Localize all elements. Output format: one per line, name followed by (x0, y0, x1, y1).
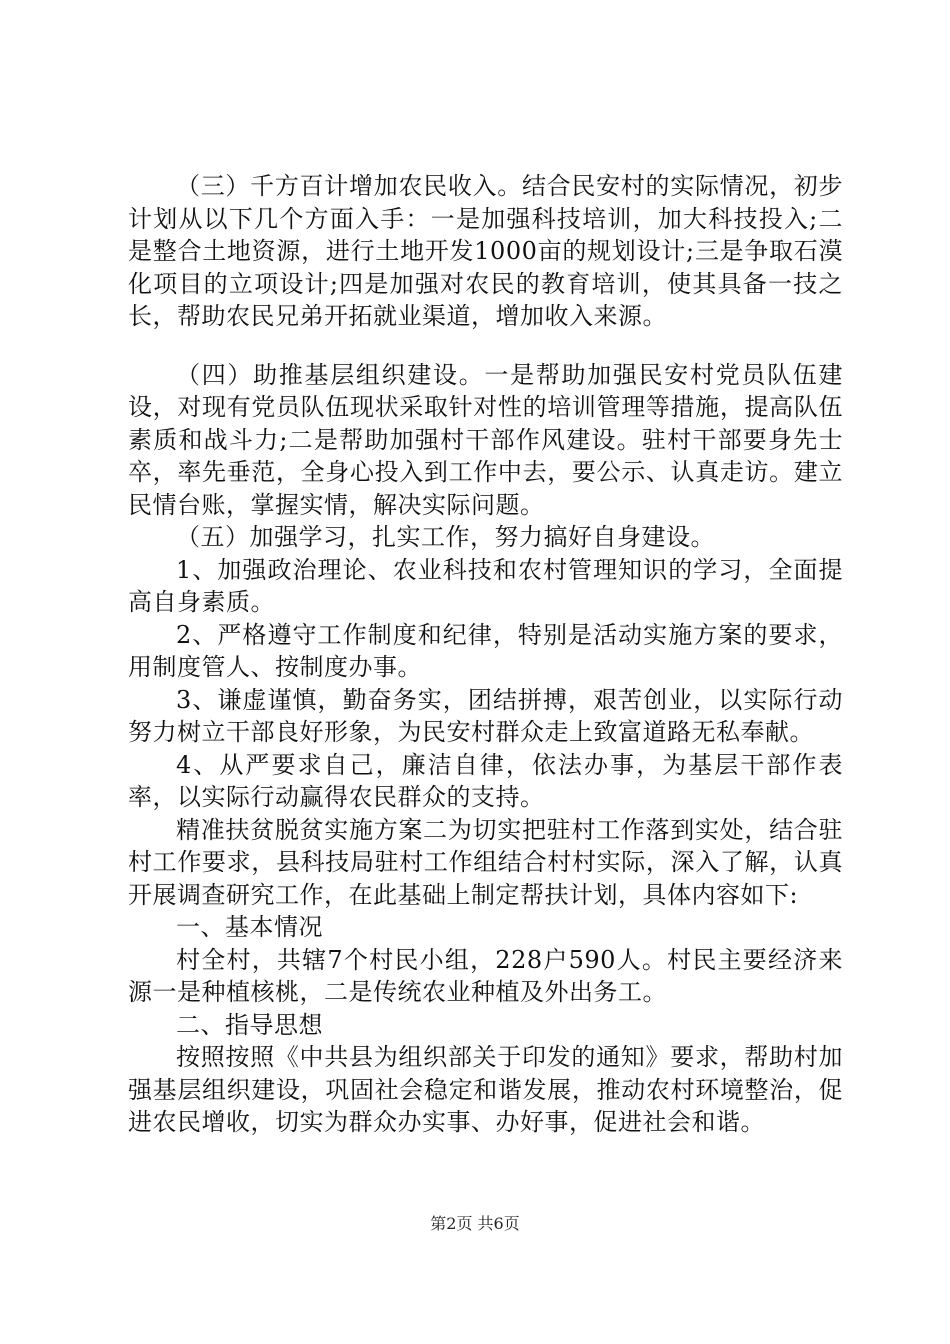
paragraph-item-3: 3、谦虚谨慎，勤奋务实，团结拼搏，艰苦创业，以实际行动努力树立干部良好形象，为民安村群众走上致富道路无私奉献。 (128, 685, 843, 746)
paragraph-plan-two-intro: 精准扶贫脱贫实施方案二为切实把驻村工作落到实处，结合驻村工作要求，县科技局驻村工作组结合村村实际，深入了解，认真开展调查研究工作，在此基础上制定帮扶计划，具体内容如下: (128, 815, 843, 909)
paragraph-item-1: 1、加强政治理论、农业科技和农村管理知识的学习，全面提高自身素质。 (128, 555, 843, 616)
page-footer: 第2页 共6页 (430, 1214, 520, 1233)
paragraph-organization: （四）助推基层组织建设。一是帮助加强民安村党员队伍建设，对现有党员队伍现状采取针对性的培训管理等措施，提高队伍素质和战斗力;二是帮助加强村干部作风建设。驻村干部要身先士卒，率先垂范，全身心投入到工作中去，要公示、认真走访。建立民情台账，掌握实情，解决实际问题。 (128, 360, 843, 519)
paragraph-item-4: 4、从严要求自己，廉洁自律，依法办事，为基层干部作表率，以实际行动赢得农民群众的支持。 (128, 750, 843, 811)
paragraph-guiding-thought: 按照按照《中共县为组织部关于印发的通知》要求，帮助村加强基层组织建设，巩固社会稳定和谐发展，推动农村环境整治，促进农民增收，切实为群众办实事、办好事，促进社会和谐。 (128, 1043, 843, 1136)
paragraph-gap (128, 333, 843, 359)
heading-basic-situation: 一、基本情况 (176, 913, 323, 941)
heading-guiding-thought: 二、指导思想 (176, 1010, 323, 1039)
paragraph-item-2: 2、严格遵守工作制度和纪律，特别是活动实施方案的要求，用制度管人、按制度办事。 (128, 620, 843, 681)
paragraph-self-building: （五）加强学习，扎实工作，努力搞好自身建设。 (176, 523, 715, 551)
paragraph-basic-situation: 村全村，共辖7个村民小组，228户590人。村民主要经济来源一是种植核桃，二是传统农业种植及外出务工。 (128, 945, 843, 1006)
paragraph-income: （三）千方百计增加农民收入。结合民安村的实际情况，初步计划从以下几个方面入手：一是加强科技培训，加大科技投入;二是整合土地资源，进行土地开发1000亩的规划设计;三是争取石漠化项目的立项设计;四是加强对农民的教育培训，使其具备一技之长，帮助农民兄弟开拓就业渠道，增加收入来源。 (128, 172, 843, 330)
document-body (128, 170, 843, 1139)
